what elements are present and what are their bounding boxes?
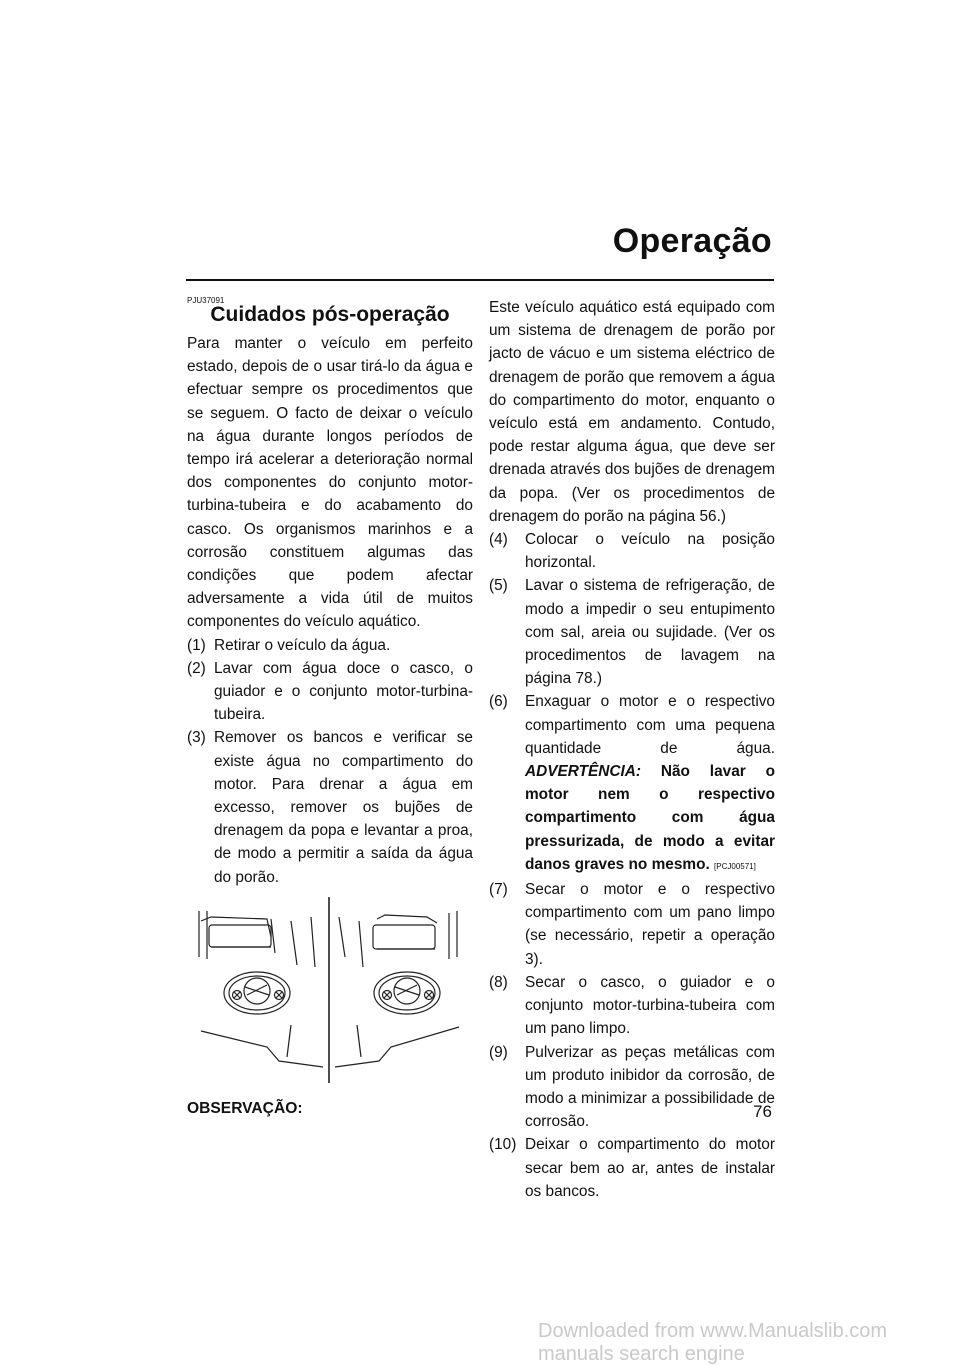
steps-list-left bbox=[187, 634, 473, 889]
steps-list-right bbox=[489, 528, 775, 1203]
list-item: (5) Lavar o sistema de refrigeração, de modo a impedir o seu entupimento com sal, areia ou sujidade. (Ver os procedimentos de lavagem na página 78.) bbox=[489, 577, 775, 688]
left-column bbox=[187, 296, 473, 1126]
list-item: (2) Lavar com água doce o casco, o guiador e o conjunto motor-turbina-tubeira. bbox=[187, 659, 473, 724]
page-number: 76 bbox=[753, 1102, 772, 1121]
list-item: (6) Enxaguar o motor e o respectivo compartimento com uma pequena quantidade de água. ADVERTÊNCIA: Não lavar o motor nem o respectivo compartimento com água pressurizada, de modo a evitar danos graves no mesmo. [PCJ00571] bbox=[489, 693, 775, 873]
note-heading: OBSERVAÇÃO: bbox=[187, 1099, 303, 1117]
page-header-title: Operação bbox=[612, 222, 772, 260]
warning-text: Não lavar o motor nem o respectivo compartimento com água pressurizada, de modo a evitar danos graves no mesmo. bbox=[525, 763, 775, 873]
list-item: (7) Secar o motor e o respectivo compartimento com um pano limpo (se necessário, repetir a operação 3). bbox=[489, 881, 775, 968]
note-continuation: Este veículo aquático está equipado com um sistema de drenagem de porão por jacto de vácuo e um sistema eléctrico de drenagem de porão que removem a água do compartimento do motor, enquanto o veículo está em andamento. Contudo, pode restar alguma água, que deve ser drenada através dos bujões de drenagem da popa. (Ver os procedimentos de drenagem do porão na página 56.) bbox=[489, 299, 775, 525]
footer-watermark: Downloaded from www.Manualslib.com manuals search engine bbox=[538, 1320, 888, 1365]
warning-label: ADVERTÊNCIA: bbox=[525, 763, 642, 781]
right-column bbox=[489, 296, 775, 1203]
header-divider bbox=[186, 279, 774, 281]
section-title: Cuidados pós-operação bbox=[210, 303, 450, 326]
drain-plug-drawing bbox=[187, 897, 473, 1083]
intro-paragraph: Para manter o veículo em perfeito estado, depois de o usar tirá-lo da água e efectuar sempre os procedimentos que se seguem. O facto de deixar o veículo na água durante longos períodos de tempo irá acelerar a deterioração normal dos componentes do conjunto motor-turbina-tubeira e do acabamento do casco. Os organismos marinhos e a corrosão constituem algumas das condições que podem afectar adversamente a vida útil de muitos componentes do veículo aquático. bbox=[187, 335, 473, 631]
list-item: (4) Colocar o veículo na posição horizontal. bbox=[489, 531, 775, 572]
list-item: (10) Deixar o compartimento do motor secar bem ao ar, antes de instalar os bancos. bbox=[489, 1136, 775, 1200]
list-item: (9) Pulverizar as peças metálicas com um produto inibidor da corrosão, de modo a minimizar a possibilidade de corrosão. bbox=[489, 1043, 775, 1131]
warning-code: [PCJ00571] bbox=[714, 861, 756, 871]
list-item: (1) Retirar o veículo da água. bbox=[187, 636, 391, 654]
list-item: (8) Secar o casco, o guiador e o conjunto motor-turbina-tubeira com um pano limpo. bbox=[489, 973, 775, 1038]
section-code: PJU37091 bbox=[187, 296, 225, 305]
list-item: (3) Remover os bancos e verificar se existe água no compartimento do motor. Para drenar a água em excesso, remover os bujões de drenagem da popa e levantar a proa, de modo a permitir a saída da água do porão. bbox=[187, 729, 473, 886]
drain-plug-illustration bbox=[187, 897, 473, 1083]
